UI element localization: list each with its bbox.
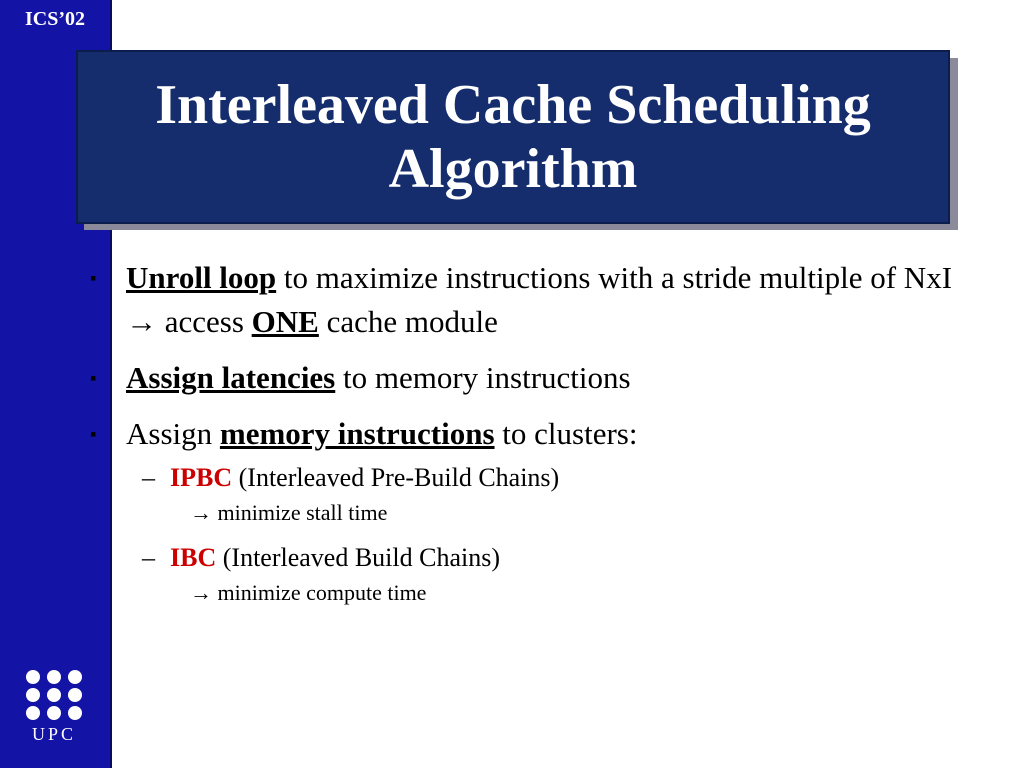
slide-content xyxy=(88,256,988,620)
logo-dot xyxy=(47,706,61,720)
term-assign-latencies: Assign latencies xyxy=(126,360,336,395)
subbullet-text: (Interleaved Build Chains) xyxy=(216,543,501,572)
bullet-text: to clusters: xyxy=(494,416,638,451)
subbullet-ipbc xyxy=(88,460,988,496)
bullet-text: cache module xyxy=(318,304,498,339)
dash-marker: – xyxy=(142,463,155,492)
logo-dots xyxy=(26,670,82,720)
logo-text: UPC xyxy=(31,724,76,744)
upc-logo xyxy=(26,670,82,745)
logo-dot xyxy=(47,670,61,684)
title-line-1: Interleaved Cache Scheduling xyxy=(155,74,871,136)
arrow-icon: → xyxy=(190,500,212,525)
bullet-text: access xyxy=(157,304,252,339)
bullet-marker: ▪ xyxy=(90,268,97,288)
bullet-marker: ▪ xyxy=(90,368,97,388)
term-ipbc: IPBC xyxy=(170,463,233,492)
bullet-unroll-loop xyxy=(88,256,988,344)
bullet-text: Assign xyxy=(126,416,220,451)
logo-dot xyxy=(68,706,82,720)
term-unroll-loop: Unroll loop xyxy=(126,260,277,295)
bullet-assign-memory xyxy=(88,412,988,456)
bullet-text: to maximize instructions with a stride multiple of NxI xyxy=(276,260,953,295)
conference-label: ICS’02 xyxy=(24,8,85,30)
note-ipbc xyxy=(88,496,988,530)
dash-marker: – xyxy=(142,543,155,572)
term-one: ONE xyxy=(251,304,319,339)
logo-dot xyxy=(26,670,40,684)
subbullet-text: (Interleaved Pre-Build Chains) xyxy=(232,463,560,492)
bullet-text: to memory instructions xyxy=(335,360,631,395)
title-box xyxy=(76,50,950,224)
bullet-assign-latencies xyxy=(88,356,988,400)
note-ibc xyxy=(88,576,988,610)
note-text: minimize compute time xyxy=(212,580,427,605)
title-line-2: Algorithm xyxy=(388,138,638,200)
slide-title xyxy=(103,73,923,201)
logo-dot xyxy=(47,688,61,702)
logo-dot xyxy=(26,706,40,720)
arrow-icon: → xyxy=(126,304,157,339)
term-memory-instructions: memory instructions xyxy=(219,416,495,451)
bullet-marker: ▪ xyxy=(90,424,97,444)
term-ibc: IBC xyxy=(170,543,217,572)
logo-dot xyxy=(68,670,82,684)
note-text: minimize stall time xyxy=(212,500,388,525)
arrow-icon: → xyxy=(190,580,212,605)
subbullet-ibc xyxy=(88,540,988,576)
logo-dot xyxy=(26,688,40,702)
logo-dot xyxy=(68,688,82,702)
